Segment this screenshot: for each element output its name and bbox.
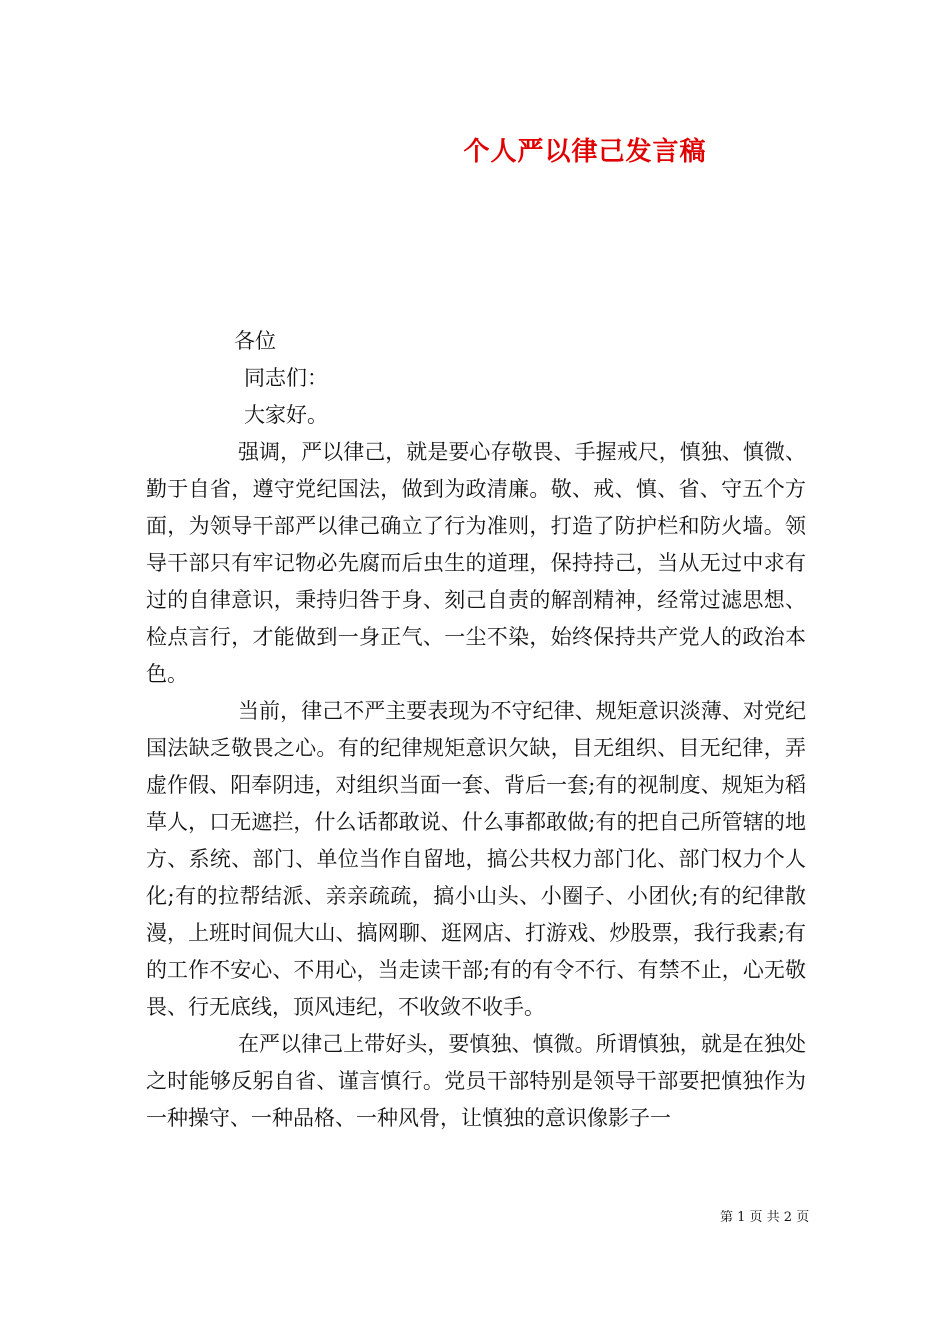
- greeting-hello: 大家好。: [244, 403, 328, 427]
- paragraph-1: 强调，严以律己，就是要心存敬畏、手握戒尺，慎独、慎微、勤于自省，遵守党纪国法，做到为政清廉。敬、戒、慎、省、守五个方面，为领导干部严以律己确立了行为准则，打造了防护栏和防火墙。领导干部只有牢记物必先腐而后虫生的道理，保持持己，当从无过中求有过的自律意识，秉持归咎于身、刻己自责的解剖精神，经常过滤思想、检点言行，才能做到一身正气、一尘不染，始终保持共产党人的政治本色。: [146, 440, 806, 686]
- greeting-comrades: 同志们：: [244, 366, 328, 390]
- paragraph-2: 当前，律己不严主要表现为不守纪律、规矩意识淡薄、对党纪国法缺乏敬畏之心。有的纪律规矩意识欠缺，目无组织、目无纪律，弄虚作假、阳奉阴违，对组织当面一套、背后一套;有的视制度、规矩为稻草人，口无遮拦，什么话都敢说、什么事都敢做;有的把自己所管辖的地方、系统、部门、单位当作自留地，搞公共权力部门化、部门权力个人化;有的拉帮结派、亲亲疏疏，搞小山头、小圈子、小团伙;有的纪律散漫，上班时间侃大山、搞网聊、逛网店、打游戏、炒股票，我行我素;有的工作不安心、不用心，当走读干部;有的有令不行、有禁不止，心无敬畏、行无底线，顶风违纪，不收敛不收手。: [146, 699, 806, 1019]
- document-title: 个人严以律己发言稿: [463, 137, 707, 167]
- paragraph-3: 在严以律己上带好头，要慎独、慎微。所谓慎独，就是在独处之时能够反躬自省、谨言慎行。党员干部特别是领导干部要把慎独作为一种操守、一种品格、一种风骨，让慎独的意识像影子一: [146, 1032, 806, 1130]
- salutation: 各位: [234, 329, 276, 353]
- page-footer: 第 1 页 共 2 页: [720, 1210, 810, 1225]
- document-body: [146, 323, 806, 1137]
